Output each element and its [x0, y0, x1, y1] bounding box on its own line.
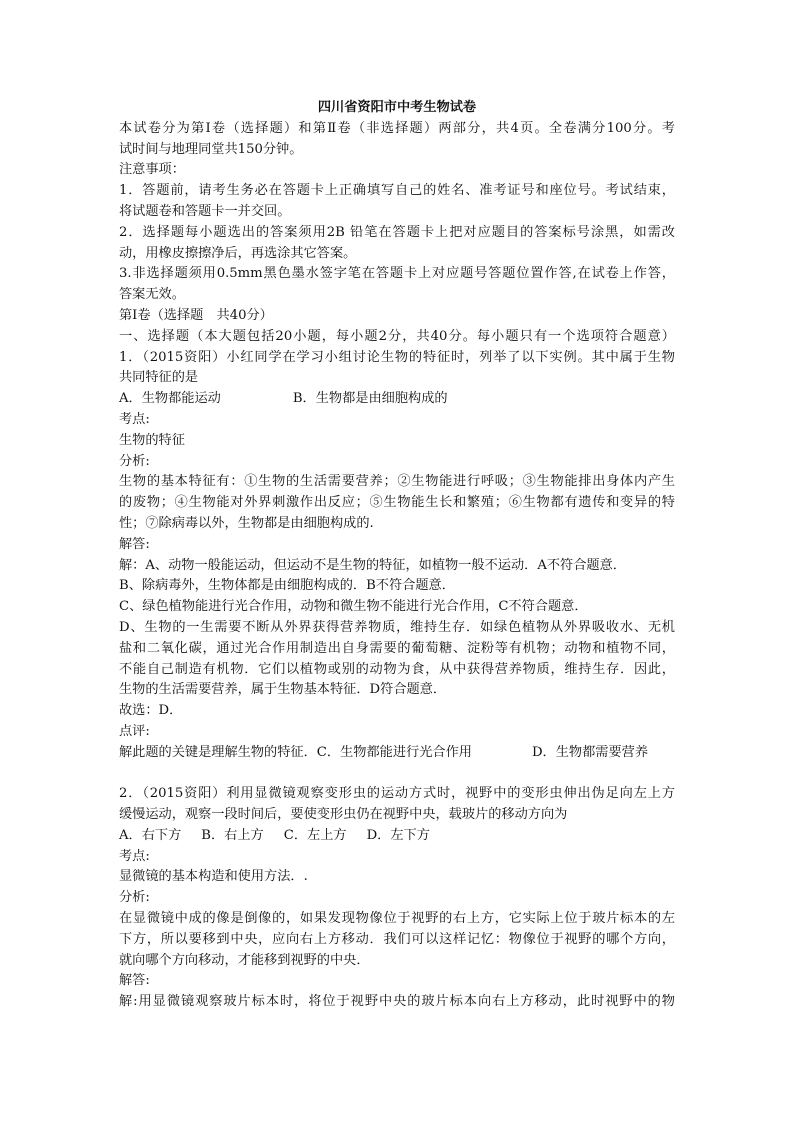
q1-fenxi-label: 分析: — [119, 453, 150, 469]
q2-jieda: 解:用显微镜观察玻片标本时，将位于视野中央的玻片标本向右上方移动，此时视野中的物 — [119, 994, 675, 1010]
q1-jieda: B、除病毒外，生物体都是由细胞构成的．B不符合题意． — [119, 578, 455, 594]
q1-fenxi: 性；⑦除病毒以外，生物都是由细胞构成的. — [119, 515, 374, 531]
q2-option-a: A．右下方 — [119, 827, 182, 843]
q2-option-d: D．左下方 — [366, 827, 430, 843]
q1-option-b: B．生物都是由细胞构成的 — [292, 391, 448, 407]
q1-option-a: A．生物都能运动 — [119, 391, 221, 407]
q1-dianping-label: 点评: — [119, 723, 150, 739]
q1-jieda: 生物的生活需要营养，属于生物基本特征．D符合题意． — [119, 682, 447, 698]
q1-option-d: D．生物都需要营养 — [531, 744, 649, 760]
q1-kaodian: 生物的特征 — [119, 432, 185, 448]
q1-stem: 1．（2015资阳）小红同学在学习小组讨论生物的特征时，列举了以下实例。其中属于生物 — [119, 349, 675, 365]
q1-jieda: D、生物的一生需要不断从外界获得营养物质，维持生存．如绿色植物从外界吸收水、无机 — [119, 619, 675, 635]
q2-kaodian: 显微镜的基本构造和使用方法．. — [119, 869, 308, 885]
q1-fenxi: 的废物；④生物能对外界刺激作出反应；⑤生物能生长和繁殖；⑥生物都有遗传和变异的特 — [119, 495, 675, 511]
note-line: 1．答题前，请考生务必在答题卡上正确填写自己的姓名、准考证号和座位号。考试结束， — [119, 183, 675, 199]
q1-jieda: C、绿色植物能进行光合作用，动物和微生物不能进行光合作用，C不符合题意． — [119, 599, 588, 615]
q1-kaodian-label: 考点: — [119, 411, 150, 427]
q1-jieda: 盐和二氧化碳，通过光合作用制造出自身需要的葡萄糖、淀粉等有机物；动物和植物不同， — [119, 640, 675, 656]
page-title: 四川省资阳市中考生物试卷 — [317, 100, 477, 115]
q1-fenxi: 生物的基本特征有：①生物的生活需要营养；②生物能进行呼吸；③生物能排出身体内产生 — [119, 474, 675, 490]
exam-page — [119, 98, 675, 1013]
q1-dianping-text: 解此题的关键是理解生物的特征．C．生物都能进行光合作用 — [119, 744, 472, 760]
note-line: 将试题卷和答题卡一并交回。 — [119, 203, 291, 219]
q2-fenxi-label: 分析: — [119, 890, 150, 906]
q2-stem: 缓慢运动，观察一段时间后，要使变形虫仍在视野中央，载玻片的移动方向为 — [119, 807, 568, 823]
q2-option-b: B．右上方 — [201, 827, 264, 843]
q2-options — [119, 826, 675, 847]
q2-fenxi: 就向哪个方向移动，才能移到视野的中央． — [119, 952, 370, 968]
intro-line: 本试卷分为第Ⅰ卷（选择题）和第Ⅱ卷（非选择题）两部分，共4页。全卷满分100分。考 — [119, 120, 675, 136]
note-line: 动，用橡皮擦擦净后，再选涂其它答案。 — [119, 245, 357, 261]
q2-jieda-label: 解答: — [119, 973, 150, 989]
q1-jieda: 不能自己制造有机物．它们以植物或别的动物为食，从中获得营养物质，维持生存．因此， — [119, 661, 675, 677]
q1-jieda-label: 解答: — [119, 536, 150, 552]
q2-stem: 2．（2015资阳）利用显微镜观察变形虫的运动方式时，视野中的变形虫伸出伪足向左上方 — [119, 786, 675, 802]
q2-option-c: C．左上方 — [283, 827, 347, 843]
q2-fenxi: 下方，所以要移到中央，应向右上方移动．我们可以这样记忆：物像位于视野的哪个方向， — [119, 931, 675, 947]
note-line: 2．选择题每小题选出的答案须用2B 铅笔在答题卡上把对应题目的答案标号涂黑，如需改 — [119, 224, 675, 240]
q1-stem: 共同特征的是 — [119, 370, 199, 386]
note-line: 3.非选择题须用0.5mm黑色墨水签字笔在答题卡上对应题号答题位置作答,在试卷上作答， — [119, 266, 675, 282]
q1-options — [119, 389, 675, 410]
q2-fenxi: 在显微镜中成的像是倒像的，如果发现物像位于视野的右上方，它实际上位于玻片标本的左 — [119, 911, 675, 927]
part1-heading: 第Ⅰ卷（选择题 共40分） — [119, 307, 273, 323]
notes-heading: 注意事项： — [119, 162, 185, 178]
q1-jieda: 解：A、动物一般能运动，但运动不是生物的特征，如植物一般不运动．A不符合题意． — [119, 557, 626, 573]
q2-kaodian-label: 考点: — [119, 848, 150, 864]
note-line: 答案无效。 — [119, 287, 185, 303]
section1-heading: 一、选择题（本大题包括20小题，每小题2分，共40分。每小题只有一个选项符合题意） — [119, 328, 675, 344]
intro-line: 试时间与地理同堂共150分钟。 — [119, 141, 303, 157]
q1-dianping — [119, 743, 675, 764]
q1-answer: 故选：D． — [119, 703, 183, 719]
